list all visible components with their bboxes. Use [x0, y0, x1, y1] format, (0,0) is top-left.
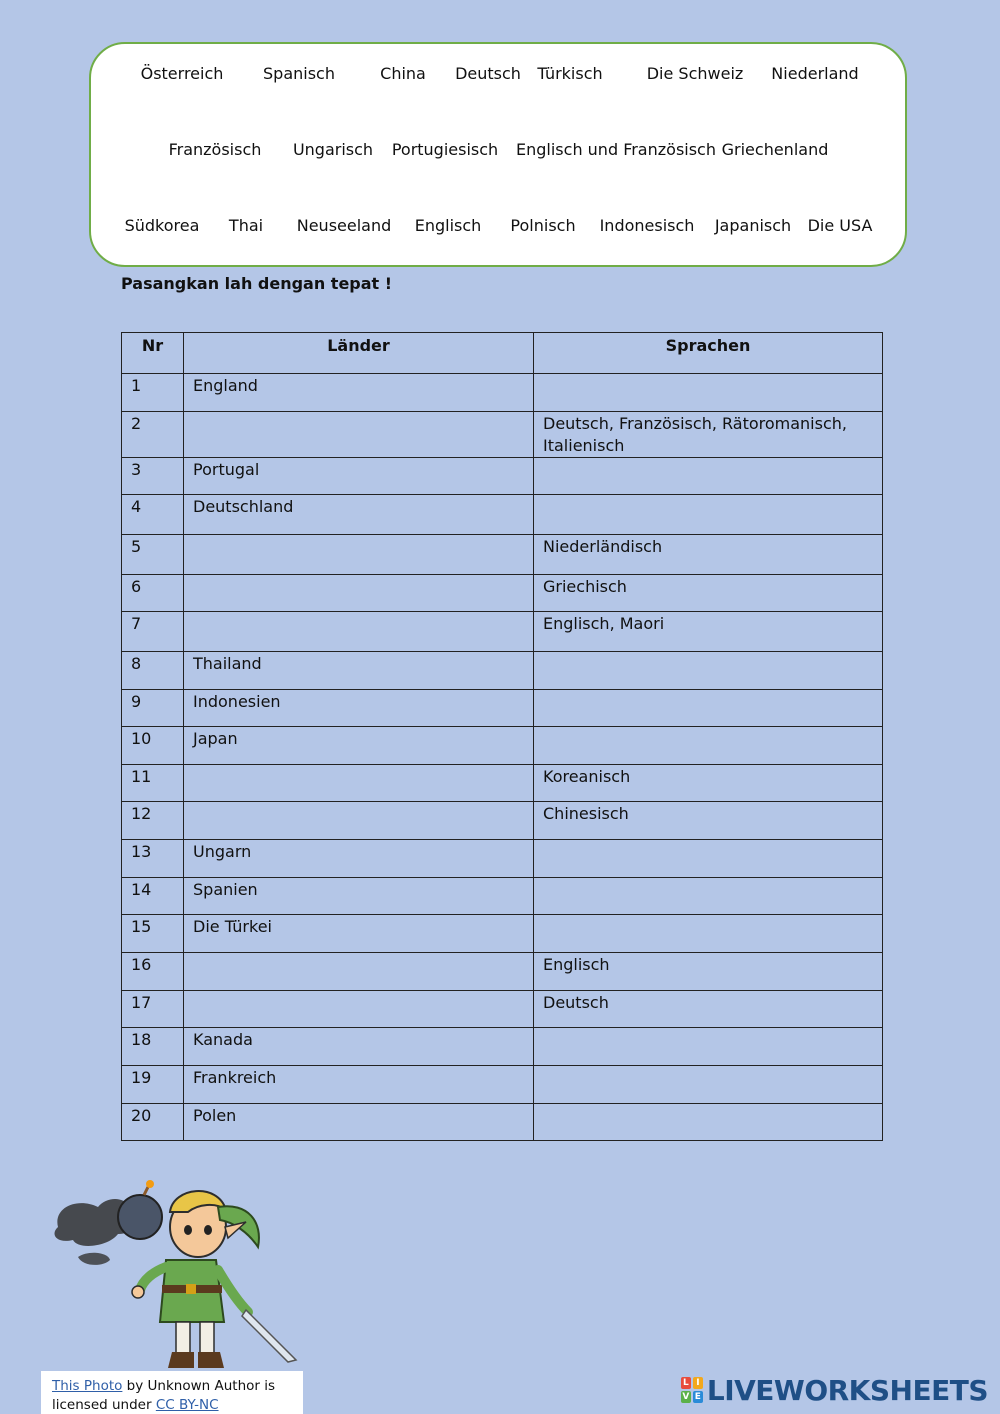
row-number-cell: 18: [122, 1028, 184, 1066]
table-row: [122, 991, 883, 1028]
word-bank-item[interactable]: Englisch und Französisch: [516, 140, 716, 159]
row-number-cell: 8: [122, 652, 184, 690]
language-cell[interactable]: [534, 878, 883, 915]
country-cell: Frankreich: [184, 1066, 534, 1104]
word-bank-item[interactable]: Deutsch: [455, 64, 521, 83]
table-row: [122, 458, 883, 495]
word-bank-item[interactable]: Griechenland: [721, 140, 829, 159]
language-cell[interactable]: [534, 652, 883, 690]
table-row: [122, 1104, 883, 1141]
row-number-cell: 11: [122, 765, 184, 802]
credit-text: by Unknown Author is: [122, 1378, 276, 1394]
word-bank-item[interactable]: Österreich: [140, 64, 224, 83]
table-row: [122, 535, 883, 575]
country-cell[interactable]: [184, 412, 534, 458]
table-row: [122, 765, 883, 802]
photo-credit: [41, 1371, 303, 1414]
country-cell: Ungarn: [184, 840, 534, 878]
country-cell: Japan: [184, 727, 534, 765]
table-row: [122, 612, 883, 652]
table-row: [122, 690, 883, 727]
instruction-text: Pasangkan lah dengan tepat !: [121, 274, 393, 293]
word-bank-item[interactable]: China: [380, 64, 426, 83]
table-row: [122, 1066, 883, 1104]
word-bank-item[interactable]: Englisch: [414, 216, 482, 235]
row-number-cell: 12: [122, 802, 184, 840]
language-cell[interactable]: [534, 495, 883, 535]
mark-letter: I: [693, 1377, 703, 1389]
row-number-cell: 13: [122, 840, 184, 878]
row-number-cell: 16: [122, 953, 184, 991]
table-row: [122, 495, 883, 535]
language-cell[interactable]: [534, 840, 883, 878]
word-bank-item[interactable]: Die USA: [807, 216, 873, 235]
word-bank-item[interactable]: Polnisch: [510, 216, 576, 235]
language-cell[interactable]: [534, 915, 883, 953]
word-bank-item[interactable]: Japanisch: [714, 216, 792, 235]
word-bank-item[interactable]: Niederland: [771, 64, 859, 83]
country-cell: Portugal: [184, 458, 534, 495]
language-cell: Griechisch: [534, 575, 883, 612]
column-header-sprachen: Sprachen: [534, 333, 883, 374]
language-cell[interactable]: [534, 1104, 883, 1141]
language-cell[interactable]: [534, 1028, 883, 1066]
table-row: [122, 840, 883, 878]
liveworksheets-logo: [681, 1374, 988, 1406]
country-cell[interactable]: [184, 991, 534, 1028]
row-number-cell: 17: [122, 991, 184, 1028]
country-cell: Thailand: [184, 652, 534, 690]
language-cell[interactable]: [534, 374, 883, 412]
word-bank-item[interactable]: Spanisch: [263, 64, 335, 83]
language-cell: Englisch: [534, 953, 883, 991]
liveworksheets-mark-icon: [681, 1377, 703, 1403]
country-cell: England: [184, 374, 534, 412]
language-cell: Chinesisch: [534, 802, 883, 840]
word-bank-item[interactable]: Südkorea: [124, 216, 200, 235]
language-cell: Koreanisch: [534, 765, 883, 802]
country-cell: Deutschland: [184, 495, 534, 535]
country-cell: Indonesien: [184, 690, 534, 727]
row-number-cell: 3: [122, 458, 184, 495]
table-row: [122, 915, 883, 953]
language-cell: Englisch, Maori: [534, 612, 883, 652]
word-bank-item[interactable]: Türkisch: [537, 64, 603, 83]
table-row: [122, 878, 883, 915]
word-bank-item[interactable]: Neuseeland: [296, 216, 392, 235]
license-link[interactable]: CC BY-NC: [155, 1397, 219, 1413]
row-number-cell: 5: [122, 535, 184, 575]
sword: [242, 1310, 296, 1362]
language-cell[interactable]: [534, 727, 883, 765]
row-number-cell: 4: [122, 495, 184, 535]
country-cell: Polen: [184, 1104, 534, 1141]
row-number-cell: 2: [122, 412, 184, 458]
row-number-cell: 15: [122, 915, 184, 953]
word-bank-item[interactable]: Indonesisch: [599, 216, 695, 235]
country-cell[interactable]: [184, 575, 534, 612]
word-bank-item[interactable]: Portugiesisch: [391, 140, 499, 159]
language-cell[interactable]: [534, 458, 883, 495]
language-cell[interactable]: [534, 690, 883, 727]
photo-link[interactable]: This Photo: [52, 1378, 123, 1394]
table-row: [122, 412, 883, 458]
credit-line2: licensed under: [52, 1397, 156, 1413]
brand-name: LIVEWORKSHEETS: [706, 1373, 988, 1407]
matching-table: [121, 332, 883, 1141]
mark-letter: E: [694, 1392, 701, 1402]
country-cell[interactable]: [184, 953, 534, 991]
mark-letter: L: [681, 1377, 691, 1389]
word-bank: [89, 42, 907, 267]
row-number-cell: 9: [122, 690, 184, 727]
elf-with-bomb-illustration: [48, 1172, 308, 1372]
word-bank-item[interactable]: Die Schweiz: [646, 64, 744, 83]
word-bank-item[interactable]: Französisch: [168, 140, 262, 159]
language-cell[interactable]: [534, 1066, 883, 1104]
country-cell[interactable]: [184, 612, 534, 652]
word-bank-item[interactable]: Thai: [228, 216, 264, 235]
word-bank-item[interactable]: Ungarisch: [292, 140, 374, 159]
column-header-nr: Nr: [122, 333, 184, 374]
table-row: [122, 575, 883, 612]
row-number-cell: 19: [122, 1066, 184, 1104]
language-cell: Deutsch, Französisch, Rätoromanisch, Italienisch: [534, 412, 883, 458]
mark-letter: V: [682, 1392, 690, 1402]
table-header-row: [122, 333, 883, 374]
language-cell: Niederländisch: [534, 535, 883, 575]
table-row: [122, 1028, 883, 1066]
bomb: [118, 1195, 162, 1239]
country-cell: Die Türkei: [184, 915, 534, 953]
country-cell: Kanada: [184, 1028, 534, 1066]
row-number-cell: 1: [122, 374, 184, 412]
row-number-cell: 14: [122, 878, 184, 915]
table-row: [122, 953, 883, 991]
column-header-laender: Länder: [184, 333, 534, 374]
row-number-cell: 20: [122, 1104, 184, 1141]
row-number-cell: 10: [122, 727, 184, 765]
table-row: [122, 652, 883, 690]
table-row: [122, 727, 883, 765]
table-row: [122, 374, 883, 412]
language-cell: Deutsch: [534, 991, 883, 1028]
country-cell[interactable]: [184, 802, 534, 840]
row-number-cell: 6: [122, 575, 184, 612]
country-cell: Spanien: [184, 878, 534, 915]
country-cell[interactable]: [184, 535, 534, 575]
country-cell[interactable]: [184, 765, 534, 802]
row-number-cell: 7: [122, 612, 184, 652]
table-row: [122, 802, 883, 840]
